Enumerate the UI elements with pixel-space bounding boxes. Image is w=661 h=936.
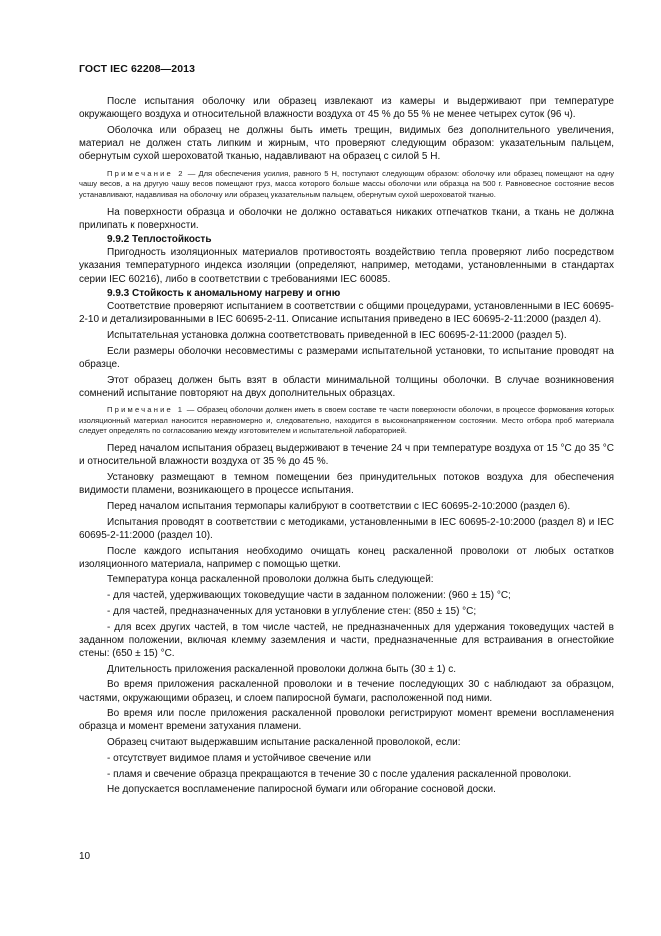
paragraph: Соответствие проверяют испытанием в соответствии с общими процедурами, установленными в IEC 60695-2-10 и детализированными в IEC 60695-2-11. Описание испытания приведено в IEC 60695-2-11:2000 (раздел 4). xyxy=(79,301,614,326)
paragraph: После испытания оболочку или образец извлекают из камеры и выдерживают при температуре окружающего воздуха и относительной влажности воздуха от 45 % до 55 % не менее четырех суток (96 ч). xyxy=(79,96,614,121)
note-2 xyxy=(79,169,614,201)
note-label: Примечание 1 xyxy=(107,404,185,414)
paragraph: Если размеры оболочки несовместимы с размерами испытательной установки, то испытание проводят на образце. xyxy=(79,345,614,370)
list-item: - для частей, предназначенных для установки в углубление стен: (850 ± 15) °С; xyxy=(107,605,477,617)
note-label: Примечание 2 xyxy=(107,168,185,178)
paragraph: Испытательная установка должна соответствовать приведенной в IEC 60695-2-11:2000 (раздел 5). xyxy=(107,329,567,341)
paragraph: Оболочка или образец не должны быть иметь трещин, видимых без дополнительного увеличения, материал не должен стать липким и жирным, что проверяют следующим образом: указательным пальцем, обернутым сухой шероховатой тканью, надавливают на образец с силой 5 Н. xyxy=(79,124,614,163)
section-heading-9-9-3: 9.9.3 Стойкость к аномальному нагреву и огню xyxy=(107,287,341,299)
paragraph: Испытания проводят в соответствии с методиками, установленными в IEC 60695-2-10:2000 (раздел 8) и IEC 60695-2-11:2000 (раздел 10). xyxy=(79,516,614,541)
paragraph: Пригодность изоляционных материалов противостоять воздействию тепла проверяют либо посредством указания температурного индекса изоляции (определяют, например, методами, установленными в стандартах серии IEC 60216), либо в соответствии с требованиями IEC 60085. xyxy=(79,247,614,285)
note-text: — Образец оболочки должен иметь в своем составе те части поверхности оболочки, в процессе формования которых изоляционный материал наносится неравномерно и, следовательно, находится в высоконапряженном состоянии. Место отбора проб материала следует определять по согласованию между изготовителем и испытательной лабораторией. xyxy=(79,404,614,436)
list-item: - пламя и свечение образца прекращаются в течение 30 с после удаления раскаленной проволоки. xyxy=(107,768,572,780)
paragraph: Во время или после приложения раскаленной проволоки регистрируют момент времени воспламенения образца и момент времени затухания пламени. xyxy=(79,708,614,733)
list-item: - отсутствует видимое пламя и устойчивое свечение или xyxy=(107,752,371,764)
section-heading-9-9-2: 9.9.2 Теплостойкость xyxy=(107,234,212,246)
paragraph: Образец считают выдержавшим испытание раскаленной проволокой, если: xyxy=(107,737,461,749)
paragraph: Этот образец должен быть взят в области минимальной толщины оболочки. В случае возникновения сомнений испытание повторяют на двух дополнительных образцах. xyxy=(79,374,614,399)
paragraph: На поверхности образца и оболочки не должно оставаться никаких отпечатков ткани, а ткань не должна прилипать к поверхности. xyxy=(79,206,614,231)
paragraph: После каждого испытания необходимо очищать конец раскаленной проволоки от любых остатков изоляционного материала, например с помощью щетки. xyxy=(79,545,614,570)
paragraph: Во время приложения раскаленной проволоки и в течение последующих 30 с наблюдают за образцом, частями, окружающими образец, и слоем папиросной бумаги, расположенной под ними. xyxy=(79,679,614,704)
paragraph: Не допускается воспламенение папиросной бумаги или обгорание сосновой доски. xyxy=(107,784,496,796)
paragraph: Перед началом испытания термопары калибруют в соответствии с IEC 60695-2-10:2000 (раздел 6). xyxy=(107,500,571,512)
list-item: - для всех других частей, в том числе частей, не предназначенных для удержания токоведущих частей в заданном положении, включая клемму заземления и части, предназначенные для встраивания в огнестойкие стены: (650 ± 15) °С. xyxy=(79,621,614,659)
document-header: ГОСТ IEC 62208—2013 xyxy=(79,63,196,75)
paragraph: Температура конца раскаленной проволоки должна быть следующей: xyxy=(107,574,434,586)
note-text: — Для обеспечения усилия, равного 5 Н, поступают следующим образом: оболочку или образец помещают на одну чашу весов, а на другую чашу весов помещают груз, масса которого больше массы оболочки или образца на 500 г. Равновесное состояние весов устанавливают, надавливая на оболочку или образец указательным пальцем, обернутым сухой шероховатой тканью. xyxy=(79,168,615,199)
paragraph: Длительность приложения раскаленной проволоки должна быть (30 ± 1) с. xyxy=(107,663,457,675)
note-1 xyxy=(79,405,614,437)
page-body xyxy=(79,95,614,796)
list-item: - для частей, удерживающих токоведущие части в заданном положении: (960 ± 15) °С; xyxy=(107,590,511,602)
paragraph: Перед началом испытания образец выдерживают в течение 24 ч при температуре воздуха от 15 °С до 35 °С и относительной влажности воздуха от 35 % до 45 %. xyxy=(79,443,614,468)
paragraph: Установку размещают в темном помещении без принудительных потоков воздуха для обеспечения видимости пламени, возникающего в процессе испытания. xyxy=(79,471,614,497)
page-number: 10 xyxy=(79,851,91,862)
